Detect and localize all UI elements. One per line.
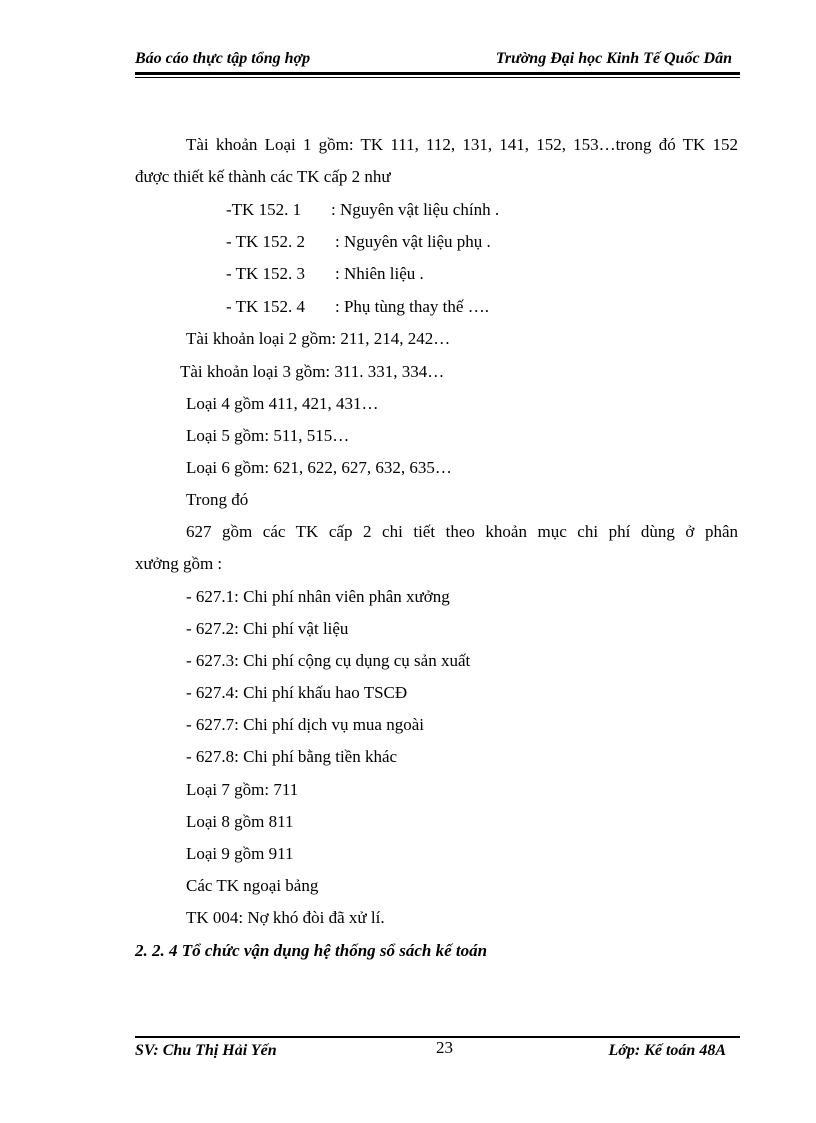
- tk627-item: - 627.2: Chi phí vật liệu: [186, 619, 349, 638]
- header-rule-thin: [135, 77, 740, 78]
- header-university: Trường Đại học Kinh Tế Quốc Dân: [495, 50, 732, 67]
- page-number: 23: [436, 1038, 453, 1057]
- tk152-item-code: -TK 152. 1: [226, 200, 302, 219]
- header-rule: [135, 72, 740, 75]
- line-loai4: Loại 4 gồm 411, 421, 431…: [186, 394, 379, 413]
- line-tk004: TK 004: Nợ khó đòi đã xử lí.: [186, 908, 385, 927]
- tk627-item: - 627.4: Chi phí khấu hao TSCĐ: [186, 683, 408, 702]
- tk627-item: - 627.7: Chi phí dịch vụ mua ngoài: [186, 715, 424, 734]
- tk152-item-desc: : Phụ tùng thay thế ….: [335, 297, 489, 316]
- footer-class: Lớp: Kế toán 48A: [608, 1042, 726, 1059]
- tk627-item: - 627.8: Chi phí bằng tiền khác: [186, 747, 398, 766]
- tk627-item: - 627.3: Chi phí cộng cụ dụng cụ sản xuất: [186, 651, 471, 670]
- line-loai9: Loại 9 gồm 911: [186, 844, 294, 863]
- tk152-item-code: - TK 152. 4: [226, 297, 306, 316]
- tk152-item-code: - TK 152. 2: [226, 232, 306, 251]
- section-heading: 2. 2. 4 Tổ chức vận dụng hệ thống sổ sách kế toán: [135, 941, 488, 960]
- line-loai8: Loại 8 gồm 811: [186, 812, 294, 831]
- line-loai6: Loại 6 gồm: 621, 622, 627, 632, 635…: [186, 458, 452, 477]
- line-loai7: Loại 7 gồm: 711: [186, 780, 299, 799]
- page-header: [135, 46, 740, 72]
- tk152-item-desc: : Nhiên liệu .: [335, 264, 424, 283]
- paragraph-627-line1: 627 gồm các TK cấp 2 chi tiết theo khoản mục chi phí dùng ở phân: [186, 522, 738, 541]
- line-loai5: Loại 5 gồm: 511, 515…: [186, 426, 350, 445]
- tk627-item: - 627.1: Chi phí nhân viên phân xưởng: [186, 587, 450, 606]
- line-trong-do: Trong đó: [186, 490, 249, 509]
- paragraph-loai1-line1: Tài khoản Loại 1 gồm: TK 111, 112, 131, 141, 152, 153…trong đó TK 152: [186, 135, 738, 154]
- tk152-item-desc: : Nguyên vật liệu phụ .: [335, 232, 491, 251]
- footer-student-name: SV: Chu Thị Hải Yến: [135, 1042, 277, 1059]
- tk152-item-code: - TK 152. 3: [226, 264, 306, 283]
- paragraph-627-line2: xưởng gồm :: [135, 554, 223, 573]
- header-report-title: Báo cáo thực tập tổng hợp: [135, 50, 311, 67]
- line-ngoai-bang: Các TK ngoại bảng: [186, 876, 319, 895]
- line-loai3: Tài khoản loại 3 gồm: 311. 331, 334…: [180, 362, 445, 381]
- tk152-item-desc: : Nguyên vật liệu chính .: [331, 200, 500, 219]
- line-loai2: Tài khoản loại 2 gồm: 211, 214, 242…: [186, 329, 451, 348]
- paragraph-loai1-line2: được thiết kế thành các TK cấp 2 như: [135, 167, 391, 186]
